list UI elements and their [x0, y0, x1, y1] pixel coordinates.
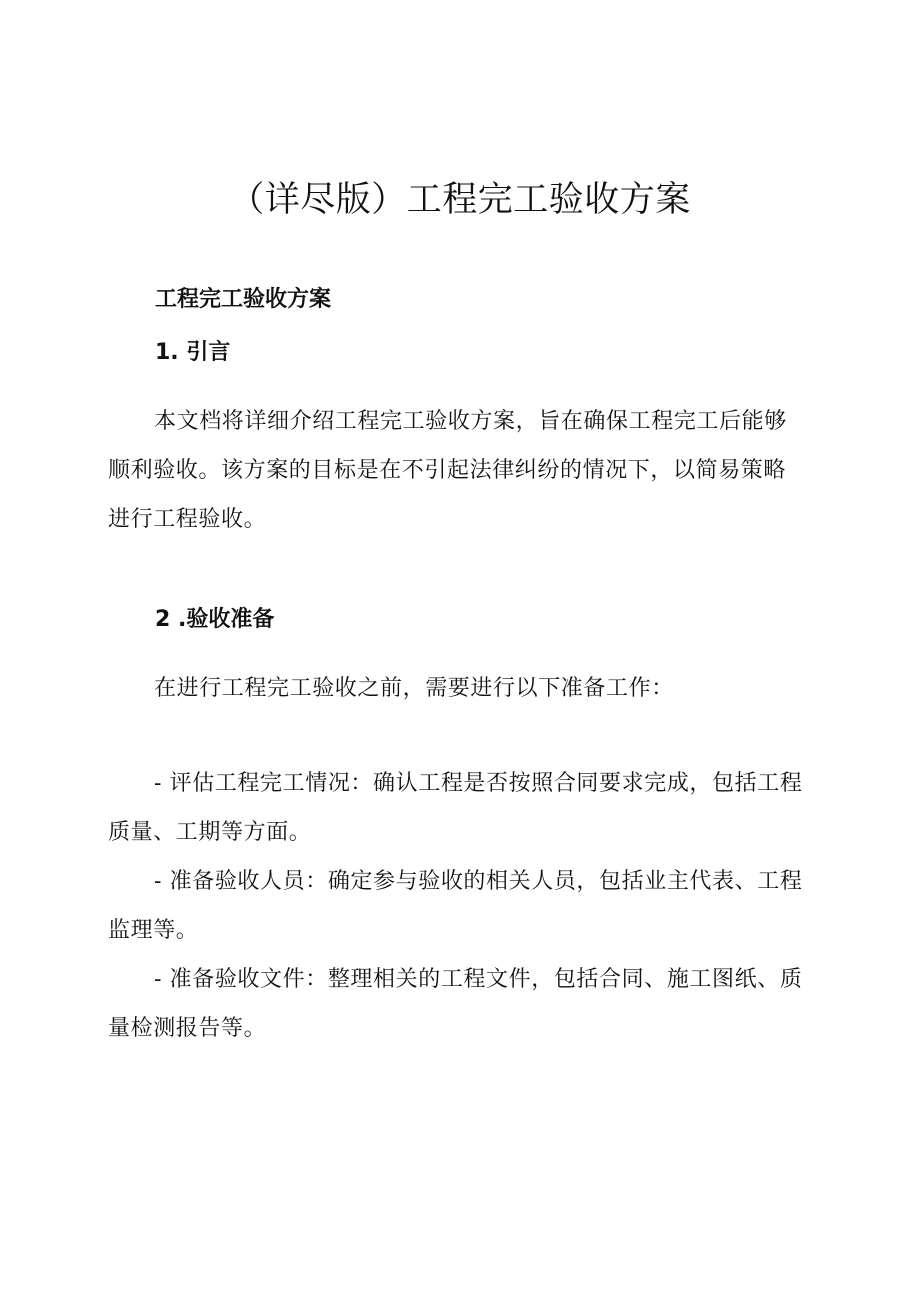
section-2-heading: 2 .验收准备 [155, 607, 275, 632]
list-item: - 评估工程完工情况：确认工程是否按照合同要求完成，包括工程质量、工期等方面。 [108, 771, 803, 845]
document-title: （详尽版）工程完工验收方案 [229, 180, 691, 220]
section-1-paragraph: 本文档将详细介绍工程完工验收方案，旨在确保工程完工后能够顺利验收。该方案的目标是在不引起法律纠纷的情况下，以简易策略进行工程验收。 [108, 409, 787, 532]
document-subtitle: 工程完工验收方案 [155, 287, 332, 312]
section-2-intro: 在进行工程完工验收之前，需要进行以下准备工作： [154, 676, 674, 701]
list-item: - 准备验收人员：确定参与验收的相关人员，包括业主代表、工程监理等。 [108, 869, 803, 943]
section-1-heading: 1. 引言 [155, 340, 231, 365]
list-item: - 准备验收文件：整理相关的工程文件，包括合同、施工图纸、质量检测报告等。 [108, 967, 803, 1041]
